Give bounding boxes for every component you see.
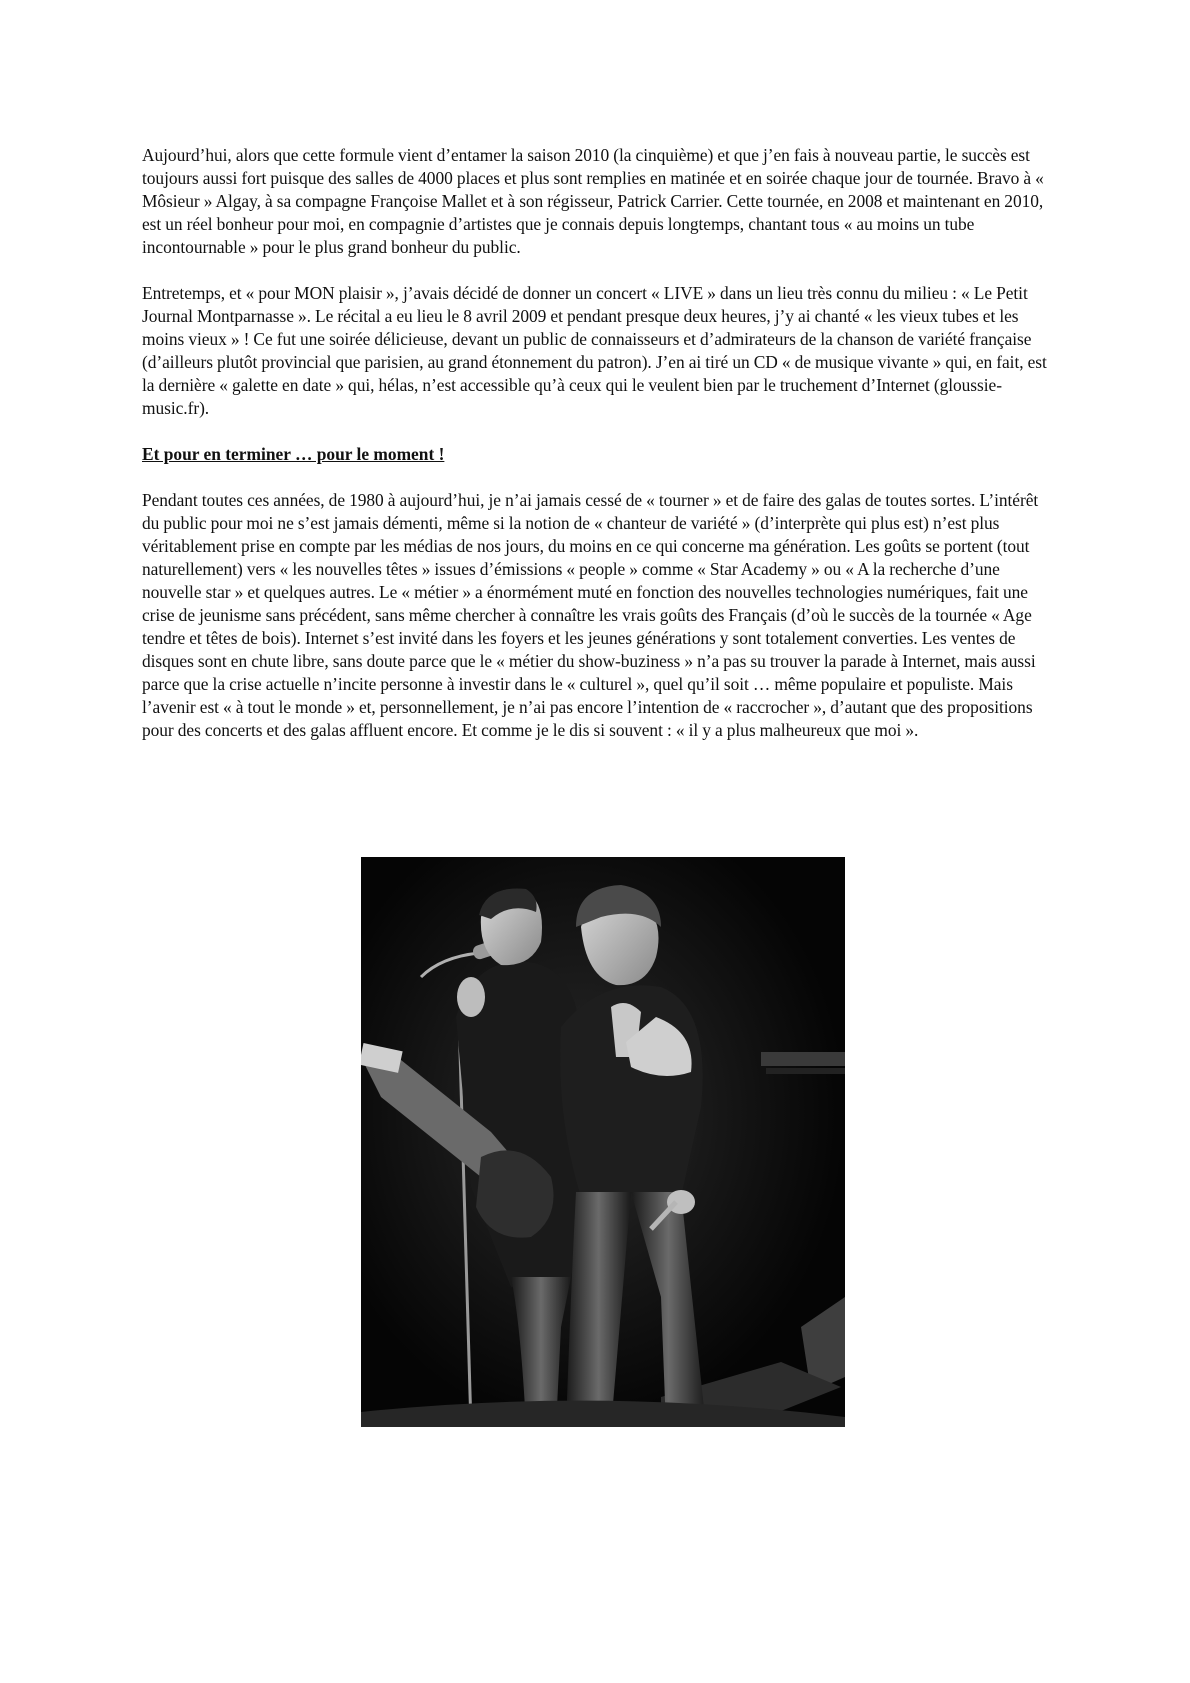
section-heading: Et pour en terminer … pour le moment ! [142,444,445,464]
document-page [142,144,1057,742]
paragraph-live-concert: Entretemps, et « pour MON plaisir », j’avais décidé de donner un concert « LIVE » dans un lieu très connu du milieu : « Le Petit Journal Montparnasse ». Le récital a eu lieu le 8 avril 2009 et pendant presque deux heures, j’y ai chanté « les vieux tubes et les moins vieux » ! Ce fut une soirée délicieuse, devant un public de connaisseurs et d’admirateurs de la chanson de variété française (d’ailleurs plutôt provincial que parisien, au grand étonnement du patron). J’en ai tiré un CD « de musique vivante » qui, en fait, est la dernière « galette en date » qui, hélas, n’est accessible qu’à ceux qui le veulent bien par le truchement d’Internet (gloussie-music.fr). [142,283,1047,418]
concert-photo [361,857,845,1427]
paragraph-tour-2010: Aujourd’hui, alors que cette formule vient d’entamer la saison 2010 (la cinquième) et que j’en fais à nouveau partie, le succès est toujours aussi fort puisque des salles de 4000 places et plus sont remplies en matinée et en soirée chaque jour de tournée. Bravo à « Môsieur » Algay, à sa compagne Françoise Mallet et à son régisseur, Patrick Carrier. Cette tournée, en 2008 et maintenant en 2010, est un réel bonheur pour moi, en compagnie d’artistes que je connais depuis longtemps, chantant tous « au moins un tube incontournable » pour le plus grand bonheur du public. [142,145,1044,257]
paragraph-career-reflection: Pendant toutes ces années, de 1980 à aujourd’hui, je n’ai jamais cessé de « tourner » et de faire des galas de toutes sortes. L’intérêt du public pour moi ne s’est jamais démenti, même si la notion de « chanteur de variété » (d’interprète qui plus est) n’est plus véritablement prise en compte par les médias de nos jours, du moins en ce qui concerne ma génération. Les goûts se portent (tout naturellement) vers « les nouvelles têtes » issues d’émissions « people » comme « Star Academy » ou « A la recherche d’une nouvelle star » et quelques autres. Le « métier » a énormément muté en fonction des nouvelles technologies numériques, fait une crise de jeunisme sans précédent, sans même chercher à connaître les vrais goûts des Français (d’où le succès de la tournée « Age tendre et têtes de bois). Internet s’est invité dans les foyers et les jeunes générations y sont totalement converties. Les ventes de disques sont en chute libre, sans doute parce que le « métier du show-buziness » n’a pas su trouver la parade à Internet, mais aussi parce que la crise actuelle n’incite personne à investir dans le « culturel », quel qu’il soit … même populaire et populiste. Mais l’avenir est « à tout le monde » et, personnellement, je n’ai pas encore l’intention de « raccrocher », d’autant que des propositions pour des concerts et des galas affluent encore. Et comme je le dis si souvent : « il y a plus malheureux que moi ». [142,490,1039,740]
